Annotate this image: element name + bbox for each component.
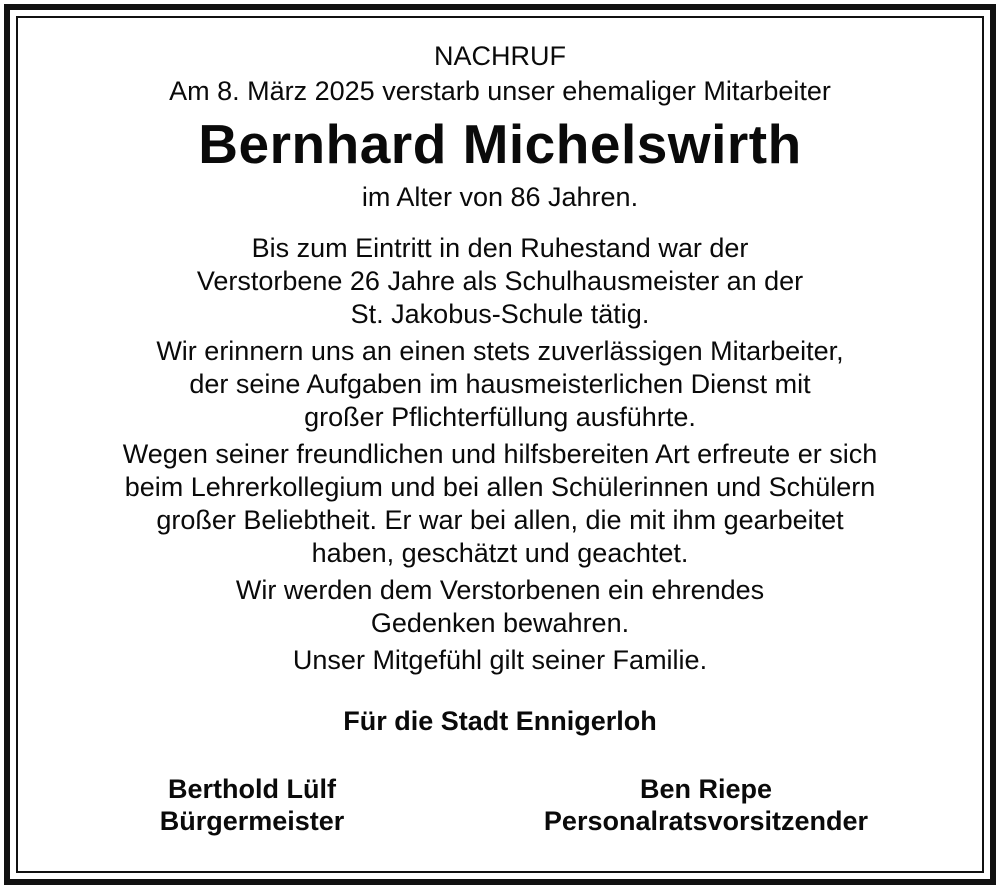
signer-title: Bürgermeister — [159, 806, 345, 836]
age-line: im Alter von 86 Jahren. — [361, 182, 639, 212]
paragraph-line: Wegen seiner freundlichen und hilfsbereiten Art erfreute er sich — [122, 439, 878, 469]
signers-block — [18, 773, 982, 843]
signer-council-chair — [508, 773, 904, 837]
signer-name: Berthold Lülf — [168, 774, 336, 804]
paragraph-line: großer Beliebtheit. Er war bei allen, die mit ihm gearbeitet — [156, 505, 844, 535]
paragraph-condolence — [18, 644, 982, 677]
paragraph-line: Wir werden dem Verstorbenen ein ehrendes — [235, 575, 765, 605]
paragraph-line: St. Jakobus-Schule tätig. — [350, 299, 650, 329]
signer-name: Ben Riepe — [639, 774, 773, 804]
paragraph-line: haben, geschätzt und geachtet. — [311, 538, 689, 568]
obituary-body — [18, 40, 982, 737]
paragraph-line: Verstorbene 26 Jahre als Schulhausmeister an der — [196, 266, 804, 296]
paragraph-retirement — [18, 232, 982, 331]
signatory-line: Für die Stadt Ennigerloh — [343, 706, 657, 736]
notice-heading: NACHRUF — [434, 41, 566, 71]
paragraph-line: Gedenken bewahren. — [370, 608, 630, 638]
paragraph-line: Unser Mitgefühl gilt seiner Familie. — [292, 645, 708, 675]
paragraph-remembrance — [18, 335, 982, 434]
paragraph-line: großer Pflichterfüllung ausführte. — [304, 402, 696, 432]
paragraph-character — [18, 438, 982, 570]
deceased-name: Bernhard Michelswirth — [198, 113, 802, 175]
paragraph-memory — [18, 574, 982, 640]
intro-line: Am 8. März 2025 verstarb unser ehemaliger Mitarbeiter — [169, 76, 831, 106]
signer-title: Personalratsvorsitzender — [543, 806, 869, 836]
paragraph-line: beim Lehrerkollegium und bei allen Schülerinnen und Schülern — [124, 472, 876, 502]
signer-mayor — [134, 773, 370, 837]
paragraph-line: der seine Aufgaben im hausmeisterlichen Dienst mit — [189, 369, 811, 399]
paragraph-line: Wir erinnern uns an einen stets zuverlässigen Mitarbeiter, — [156, 336, 844, 366]
paragraph-line: Bis zum Eintritt in den Ruhestand war der — [251, 233, 749, 263]
